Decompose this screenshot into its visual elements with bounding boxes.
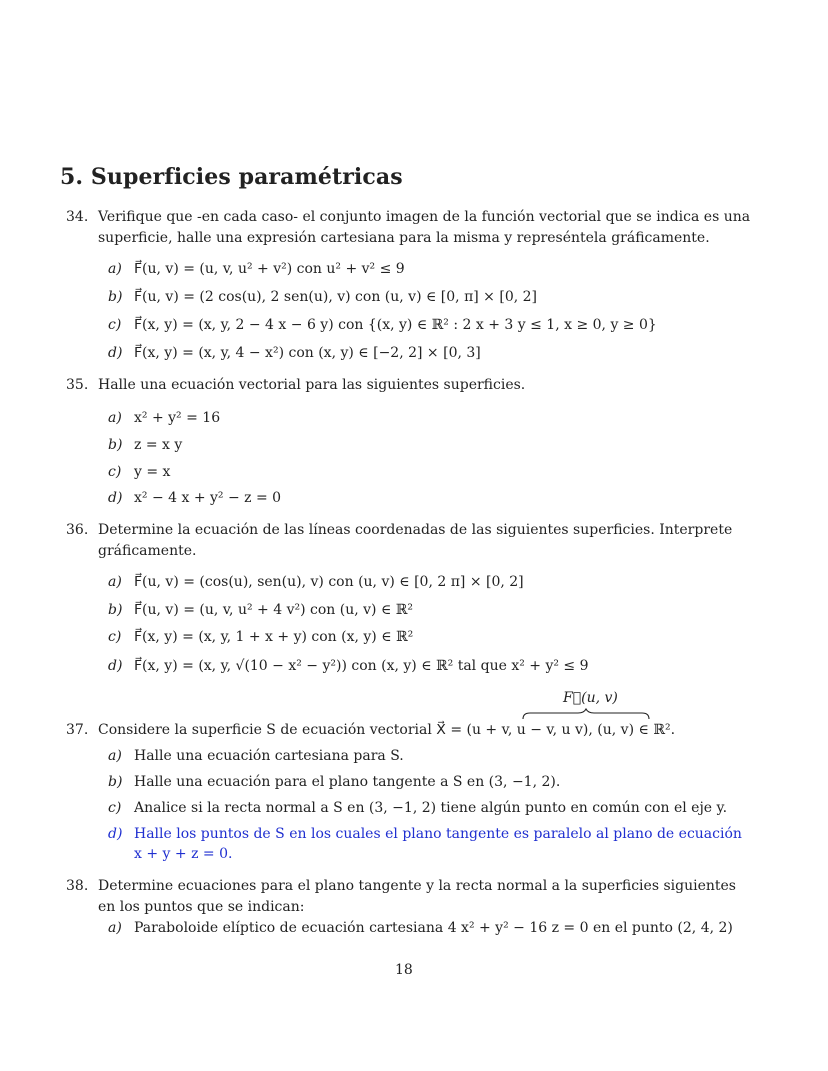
item-label: b): [108, 774, 123, 790]
exercise-statement: Verifique que -en cada caso- el conjunto imagen de la función vectorial que se indica es una superficie, halle una expresión cartesiana para la misma y represéntela gráficamente.: [98, 209, 751, 246]
item-label: b): [108, 289, 123, 305]
exercise-number: 38.: [66, 878, 89, 894]
item-formula: y = x: [134, 464, 171, 480]
list-item: [108, 343, 481, 363]
item-label: b): [108, 437, 123, 453]
item-label: d): [108, 490, 123, 506]
section-title: 5. Superficies paramétricas: [60, 164, 403, 190]
overbrace-icon: [522, 708, 650, 720]
item-label: c): [108, 629, 122, 645]
exercise-36: [66, 520, 756, 562]
statement-text: Considere la superficie S de ecuación vectorial X⃗ =: [98, 722, 467, 738]
list-item: [108, 259, 405, 279]
item-text: Paraboloide elíptico de ecuación cartesiana 4 x² + y² − 16 z = 0 en el punto (2, 4, 2): [134, 920, 733, 936]
list-item: [108, 287, 537, 307]
item-formula: F⃗(u, v) = (u, v, u² + 4 v²) con (u, v) ∈ ℝ²: [134, 602, 414, 618]
list-item: [108, 462, 170, 482]
exercise-number: 34.: [66, 209, 89, 225]
exercise-statement: Determine la ecuación de las líneas coordenadas de las siguientes superficies. Interprete gráficamente.: [98, 522, 733, 559]
item-formula: F⃗(u, v) = (cos(u), sen(u), v) con (u, v) ∈ [0, 2 π] × [0, 2]: [134, 574, 524, 590]
exercise-statement: [98, 720, 756, 741]
item-label: c): [108, 464, 122, 480]
item-label: d): [108, 826, 123, 842]
item-text: Analice si la recta normal a S en (3, −1, 2) tiene algún punto en común con el eje y.: [134, 800, 728, 816]
item-label: a): [108, 410, 122, 426]
page-number: 18: [395, 962, 413, 978]
item-formula: F⃗(x, y) = (x, y, 4 − x²) con (x, y) ∈ [−2, 2] × [0, 3]: [134, 345, 481, 361]
exercise-38: [66, 876, 756, 918]
item-formula: x² − 4 x + y² − z = 0: [134, 490, 282, 506]
exercise-34: [66, 207, 756, 249]
item-formula: F⃗(x, y) = (x, y, 2 − 4 x − 6 y) con {(x, y) ∈ ℝ² : 2 x + 3 y ≤ 1, x ≥ 0, y ≥ 0}: [134, 317, 657, 333]
statement-domain: , (u, v) ∈ ℝ².: [588, 722, 676, 738]
item-formula: x² + y² = 16: [134, 410, 221, 426]
item-formula: F⃗(x, y) = (x, y, 1 + x + y) con (x, y) ∈ ℝ²: [134, 629, 414, 645]
item-label: a): [108, 920, 122, 936]
list-item: [108, 918, 733, 938]
item-formula: F⃗(u, v) = (2 cos(u), 2 sen(u), v) con (u, v) ∈ [0, π] × [0, 2]: [134, 289, 538, 305]
item-label: c): [108, 317, 122, 333]
item-label: d): [108, 658, 123, 674]
list-item-highlighted: [108, 824, 748, 864]
brace-label: F⃗(u, v): [563, 690, 618, 706]
item-text: Halle una ecuación para el plano tangente a S en (3, −1, 2).: [134, 774, 561, 790]
list-item: [108, 572, 524, 592]
item-label: a): [108, 574, 122, 590]
list-item: [108, 798, 727, 818]
item-text: Halle los puntos de S en los cuales el plano tangente es paralelo al plano de ecuación x + y + z = 0.: [134, 826, 742, 862]
vector-expression: (u + v, u − v, u v): [466, 722, 589, 738]
list-item: [108, 600, 413, 620]
exercise-number: 36.: [66, 522, 89, 538]
item-text: Halle una ecuación cartesiana para S.: [134, 748, 404, 764]
list-item: [108, 315, 657, 335]
exercise-number: 37.: [66, 722, 89, 738]
list-item: [108, 435, 182, 455]
list-item: [108, 408, 220, 428]
exercise-37: [66, 720, 756, 741]
item-formula: F⃗(u, v) = (u, v, u² + v²) con u² + v² ≤ 9: [134, 261, 405, 277]
item-formula: z = x y: [134, 437, 183, 453]
item-label: a): [108, 261, 122, 277]
list-item: [108, 656, 589, 676]
item-label: a): [108, 748, 122, 764]
item-label: b): [108, 602, 123, 618]
item-formula: F⃗(x, y) = (x, y, √(10 − x² − y²)) con (x, y) ∈ ℝ² tal que x² + y² ≤ 9: [134, 658, 589, 674]
item-label: d): [108, 345, 123, 361]
exercise-statement: Determine ecuaciones para el plano tangente y la recta normal a la superficies siguientes en los puntos que se indican:: [98, 878, 736, 915]
item-label: c): [108, 800, 122, 816]
exercise-35: [66, 375, 756, 396]
list-item: [108, 488, 281, 508]
list-item: [108, 746, 404, 766]
exercise-number: 35.: [66, 377, 89, 393]
list-item: [108, 627, 413, 647]
exercise-statement: Halle una ecuación vectorial para las siguientes superficies.: [98, 377, 526, 393]
list-item: [108, 772, 560, 792]
